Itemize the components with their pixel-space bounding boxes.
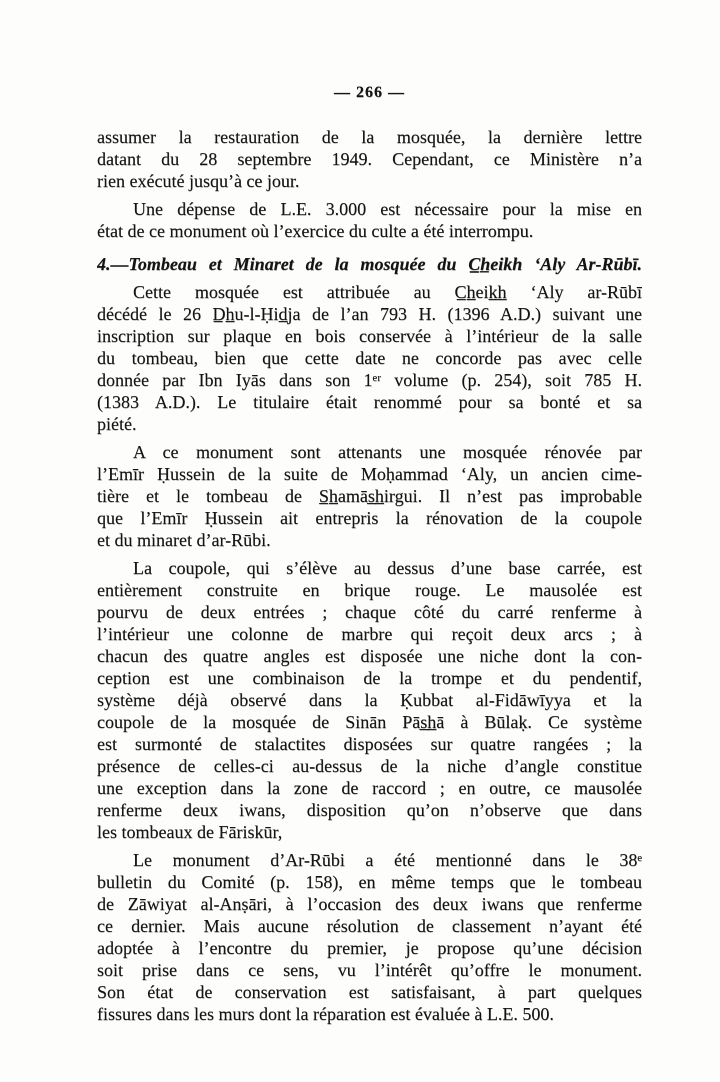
text-line: système déjà observé dans la Ḳubbat al-Fidāwīyya et la: [97, 690, 642, 710]
text-line: les tombeaux de Fāriskūr,: [97, 822, 283, 842]
text-line: entièrement construite en brique rouge. Le mausolée est: [97, 580, 642, 600]
text-line: Cette mosquée est attribuée au C̲h̲eik̲h̲ ‘Aly ar-Rūbī: [133, 282, 642, 302]
text-line: bulletin du Comité (p. 158), en même temps que le tombeau: [97, 872, 642, 892]
text-line: de Zāwiyat al-Anṣāri, à l’occasion des deux iwans que renferme: [97, 894, 642, 914]
text-line: est surmonté de stalactites disposées sur quatre rangées ; la: [97, 734, 642, 754]
text-line: ce dernier. Mais aucune résolution de classement n’ayant été: [97, 916, 642, 936]
section-heading: [97, 253, 642, 275]
text-line: rien exécuté jusqu’à ce jour.: [97, 171, 300, 191]
text-line: A ce monument sont attenants une mosquée rénovée par: [133, 442, 642, 462]
text-line: ception est une combinaison de la trompe et du pendentif,: [97, 668, 642, 688]
text-line: une exception dans la zone de raccord ; en outre, ce mausolée: [97, 778, 642, 798]
text-line: datant du 28 septembre 1949. Cependant, ce Ministère n’a: [97, 149, 642, 169]
text-line: l’intérieur une colonne de marbre qui reçoit deux arcs ; à: [97, 624, 642, 644]
text-line: La coupole, qui s’élève au dessus d’une base carrée, est: [133, 558, 642, 578]
text-line: donnée par Ibn Iyās dans son 1ᵉʳ volume (p. 254), soit 785 H.: [97, 370, 642, 390]
text-line: du tombeau, bien que cette date ne concorde pas avec celle: [97, 348, 642, 368]
text-line: tière et le tombeau de S̲h̲amās̲h̲irgui. Il n’est pas improbable: [97, 486, 642, 506]
text-line: décédé le 26 D̲h̲u-l-Ḥid̲j̲a de l’an 793 H. (1396 A.D.) suivant une: [97, 304, 642, 324]
page-number: — 266 —: [334, 84, 405, 101]
text-line: renferme deux iwans, disposition qu’on n’observe que dans: [97, 800, 642, 820]
text-line: présence de celles-ci au-dessus de la niche d’angle constitue: [97, 756, 642, 776]
text-line: chacun des quatre angles est disposée une niche dont la con-: [97, 646, 642, 666]
paragraph: [97, 126, 642, 192]
text-line: Une dépense de L.E. 3.000 est nécessaire pour la mise en: [133, 199, 642, 219]
text-line: Son état de conservation est satisfaisant, à part quelques: [97, 982, 642, 1002]
text-line: 4.—Tombeau et Minaret de la mosquée du C̲h̲eikh ‘Aly Ar-Rūbī.: [97, 254, 642, 274]
text-line: soit prise dans ce sens, vu l’intérêt qu’offre le monument.: [97, 960, 642, 980]
page-body: [97, 126, 642, 1025]
text-line: Le monument d’Ar-Rūbi a été mentionné dans le 38ᵉ: [133, 850, 642, 870]
text-line: adoptée à l’encontre du premier, je propose qu’une décision: [97, 938, 642, 958]
text-line: fissures dans les murs dont la réparation est évaluée à L.E. 500.: [97, 1004, 554, 1024]
text-line: et du minaret d’ar-Rūbi.: [97, 530, 271, 550]
paragraph: [97, 441, 642, 551]
text-line: piété.: [97, 414, 137, 434]
text-line: assumer la restauration de la mosquée, la dernière lettre: [97, 127, 642, 147]
paragraph: [97, 281, 642, 435]
text-line: inscription sur plaque en bois conservée à l’intérieur de la salle: [97, 326, 642, 346]
paragraph: [97, 198, 642, 242]
text-line: l’Emīr Ḥussein de la suite de Moḥammad ‘Aly, un ancien cime-: [97, 464, 642, 484]
paragraph: [97, 557, 642, 843]
text-line: que l’Emīr Ḥussein ait entrepris la rénovation de la coupole: [97, 508, 642, 528]
text-line: état de ce monument où l’exercice du culte a été interrompu.: [97, 221, 534, 241]
text-line: (1383 A.D.). Le titulaire était renommé pour sa bonté et sa: [97, 392, 642, 412]
page-content: [97, 84, 642, 1025]
text-line: pourvu de deux entrées ; chaque côté du carré renferme à: [97, 602, 642, 622]
text-line: coupole de la mosquée de Sinān Pās̲h̲ā à Būlaḳ. Ce système: [97, 712, 642, 732]
paragraph: [97, 849, 642, 1025]
